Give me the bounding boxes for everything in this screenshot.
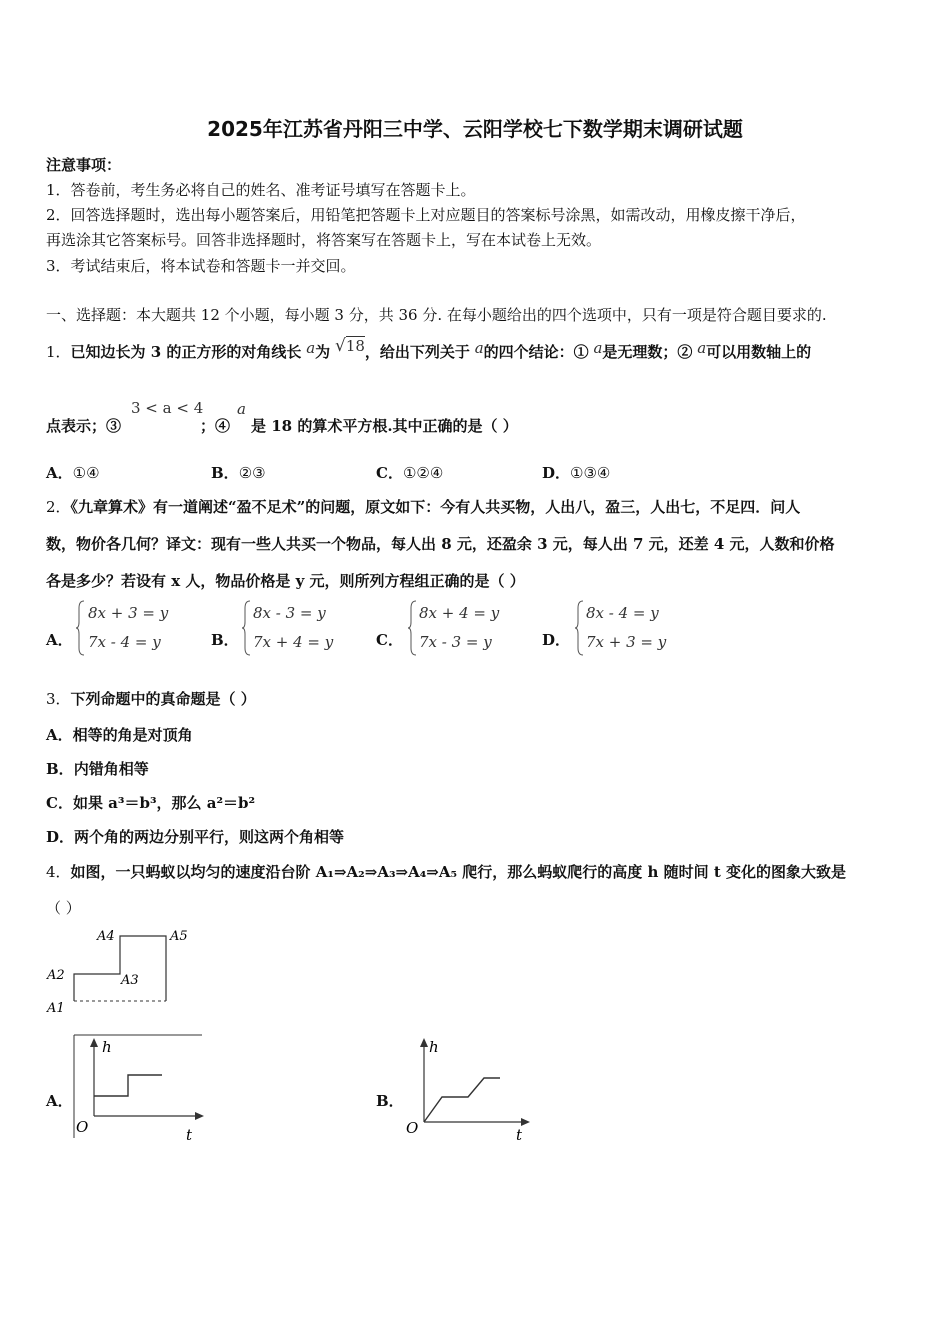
brace-icon — [76, 600, 86, 656]
brace-icon — [575, 600, 585, 656]
axis-label-h: h — [102, 1038, 112, 1056]
inequality: 3 < a < 4 — [131, 399, 204, 417]
staircase-figure — [44, 924, 194, 1016]
label-a4: A4 — [97, 929, 115, 944]
question-1-line-2a: 点表示；③ — [46, 417, 122, 435]
option-b[interactable]: B． — [376, 1092, 404, 1110]
notice-heading: 注意事项： — [46, 156, 122, 174]
option-c[interactable]: C．①②④ — [376, 464, 444, 482]
equation: 7x - 3 = y — [419, 633, 492, 651]
staircase-path — [74, 936, 166, 1001]
y-axis-arrow — [90, 1038, 98, 1047]
equation: 8x - 4 = y — [586, 604, 659, 622]
notice-item: 3．考试结束后，将本试卷和答题卡一并交回。 — [46, 257, 356, 275]
option-c[interactable]: C．如果 a³＝b³，那么 a²＝b² — [46, 794, 256, 812]
x-axis-arrow — [521, 1118, 530, 1126]
origin-label: O — [406, 1119, 419, 1137]
question-2-line-2: 数，物价各几何？译文：现有一些人共买一个物品，每人出 8 元，还盈余 3 元，每人出 7 元，还差 4 元，人数和价格 — [46, 535, 835, 553]
brace-icon — [242, 600, 252, 656]
label-a2: A2 — [47, 968, 65, 983]
question-1-line-1: 1．已知边长为 3 的正方形的对角线长 a为 √18，给出下列关于 a的四个结论：① a是无理数；② a可以用数轴上的 — [46, 336, 812, 361]
notice-item: 2．回答选择题时，选出每小题答案后，用铅笔把答题卡上对应题目的答案标号涂黑，如需改动，用橡皮擦干净后， — [46, 206, 806, 224]
option-a[interactable]: A． — [46, 631, 73, 649]
section-heading: 一、选择题：本大题共 12 个小题，每小题 3 分，共 36 分. 在每小题给出的四个选项中，只有一项是符合题目要求的. — [46, 306, 827, 324]
equation: 7x - 4 = y — [88, 633, 161, 651]
equation: 7x + 3 = y — [586, 633, 667, 651]
equation: 8x + 3 = y — [88, 604, 169, 622]
option-a[interactable]: A．①④ — [46, 464, 100, 482]
option-a[interactable]: A． — [46, 1092, 73, 1110]
option-d[interactable]: D．两个角的两边分别平行，则这两个角相等 — [46, 828, 345, 846]
question-1-line-2c: 是 18 的算术平方根.其中正确的是（ ） — [251, 417, 518, 435]
question-2-line-3: 各是多少？若设有 x 人，物品价格是 y 元，则所列方程组正确的是（ ） — [46, 572, 525, 590]
sqrt-expression: √18 — [334, 336, 365, 356]
axis-label-h: h — [429, 1038, 439, 1056]
notice-item: 1．答卷前，考生务必将自己的姓名、准考证号填写在答题卡上。 — [46, 181, 476, 199]
origin-label: O — [76, 1118, 89, 1136]
question-4-line-2: （ ） — [46, 899, 81, 917]
variable-a: a — [237, 400, 246, 418]
graph-line — [424, 1078, 500, 1122]
label-a1: A1 — [47, 1001, 65, 1016]
question-1-line-2b: ；④ — [200, 417, 231, 435]
equation: 8x - 3 = y — [253, 604, 326, 622]
axis-label-t: t — [186, 1126, 193, 1142]
option-c[interactable]: C． — [376, 631, 403, 649]
label-a5: A5 — [170, 929, 188, 944]
notice-item: 再选涂其它答案标号。回答非选择题时，将答案写在答题卡上，写在本试卷上无效。 — [46, 231, 602, 249]
option-a[interactable]: A．相等的角是对顶角 — [46, 726, 193, 744]
graph-line — [94, 1075, 162, 1096]
equation: 7x + 4 = y — [253, 633, 334, 651]
option-d[interactable]: D． — [542, 631, 571, 649]
question-4-line-1: 4．如图，一只蚂蚁以均匀的速度沿台阶 A₁⇒A₂⇒A₃⇒A₄⇒A₅ 爬行，那么蚂蚁爬行的高度 h 随时间 t 变化的图象大致是 — [46, 863, 847, 881]
graph-b — [402, 1034, 538, 1142]
page-title: 2025年江苏省丹阳三中学、云阳学校七下数学期末调研试题 — [207, 117, 743, 141]
graph-a — [72, 1034, 208, 1142]
option-b[interactable]: B．②③ — [211, 464, 266, 482]
x-axis-arrow — [195, 1112, 204, 1120]
brace-icon — [408, 600, 418, 656]
question-3-stem: 3．下列命题中的真命题是（ ） — [46, 690, 256, 708]
question-number: 1． — [46, 343, 71, 361]
option-d[interactable]: D．①③④ — [542, 464, 611, 482]
question-2-line-1: 2．《九章算术》有一道阐述“盈不足术”的问题，原文如下：今有人共买物，人出八，盈三，人出七，不足四．问人 — [46, 498, 801, 516]
option-b[interactable]: B． — [211, 631, 239, 649]
label-a3: A3 — [121, 973, 139, 988]
axis-label-t: t — [516, 1126, 523, 1142]
y-axis-arrow — [420, 1038, 428, 1047]
option-b[interactable]: B．内错角相等 — [46, 760, 149, 778]
equation: 8x + 4 = y — [419, 604, 500, 622]
